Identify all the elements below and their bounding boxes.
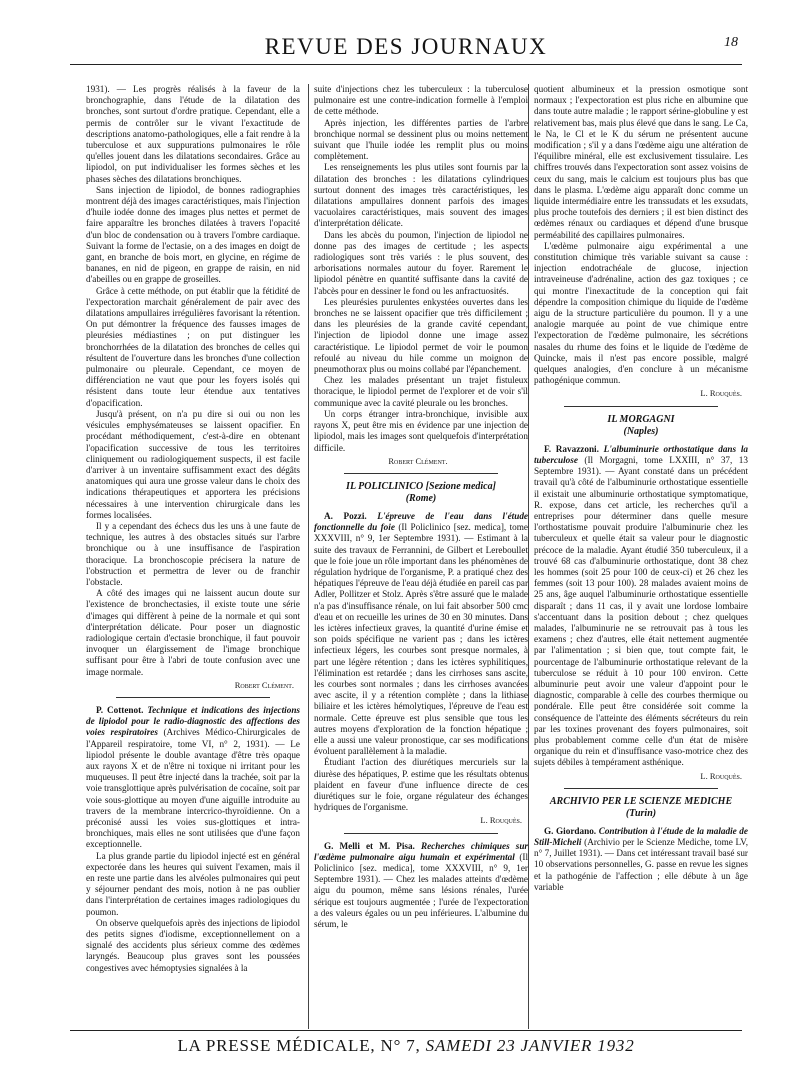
paragraph: Après injection, les différentes parties de l'arbre bronchique normal se dessinent plus ou moins nettement suivant que l'huile iodée les remplit plus ou moins complètement. bbox=[314, 117, 528, 162]
article-abstract bbox=[86, 705, 300, 851]
footer-journal: LA PRESSE MÉDICALE, bbox=[177, 1036, 376, 1055]
column-3 bbox=[534, 84, 748, 1029]
article-abstract bbox=[534, 444, 748, 769]
paragraph: La plus grande partie du lipiodol injecté est en général expectorée dans les heures qui suivent l'examen, mais il en reste une partie dans les alvéoles pulmonaires qui peut y séjourner pendant des mois, notion à ne pas oublier dans l'interprétation de certaines images radiologiques du poumon. bbox=[86, 850, 300, 917]
paragraph: Dans les abcès du poumon, l'injection de lipiodol ne donne pas des images de certitude ; les aspects radiologiques sont très variés : le plus souvent, des arborisations normales autour du foyer. Rarement le lipiodol pénètre en quantité suffisante dans la cavité de l'abcès pour en dessiner le fond ou les anfractuosités. bbox=[314, 229, 528, 296]
journal-city: (Naples) bbox=[623, 425, 659, 437]
article-author: G. Giordano. bbox=[544, 825, 597, 836]
paragraph: Étudiant l'action des diurétiques mercuriels sur la diurèse des hépatiques, P. estime que les résultats obtenus plaident en faveur d'une influence directe de ces diurétiques sur le foie, organe régulateur des échanges hydriques de l'organisme. bbox=[314, 757, 528, 813]
paragraph: Les renseignements les plus utiles sont fournis par la dilatation des bronches : les dilatations cylindriques surtout donnent des images très caractéristiques, les dilatations ampullaires donnent parfois des images vacuolaires caractéristiques, mais souvent des images d'interprétation délicate. bbox=[314, 162, 528, 229]
journal-city: (Rome) bbox=[405, 492, 437, 504]
signature: Robert Clément. bbox=[234, 679, 294, 690]
journal-section-title: REVUE DES JOURNAUX bbox=[264, 34, 548, 59]
journal-heading: ARCHIVIO PER LE SCIENZE MEDICHE bbox=[549, 795, 733, 807]
article-title: L'albuminurie orthostatique dans la tuberculose bbox=[534, 443, 748, 465]
paragraph: Chez les malades présentant un trajet fistuleux thoracique, le lipiodol permet de l'explorer et de voir s'il communique avec la cavité pleurale ou les bronches. bbox=[314, 375, 528, 408]
footer-rule bbox=[70, 1030, 742, 1031]
paragraph: A côté des images qui ne laissent aucun doute sur l'existence de bronchectasies, il existe toute une série d'images qui diffèrent à peine de la normale et qui sont d'interprétation délicate. Pour poser un diagnostic radiologique certain d'ectasie bronchique, il faut pouvoir invoquer un élargissement de l'image bronchique suffisant pour être à l'abri de toute confusion avec une image normale. bbox=[86, 588, 300, 677]
article-author: P. Cottenot. bbox=[96, 704, 144, 715]
page-number: 18 bbox=[724, 35, 738, 50]
paragraph: Sans injection de lipiodol, de bonnes radiographies montrent déjà des images caractéristiques, mais l'injection d'huile iodée donne des images plus nettes et permet de faire apparaître les bronches dilatées à travers l'opacité d'un bloc de condensation ou à travers l'ombre cardiaque. Suivant la forme de l'ectasie, on a des images en doigt de gant, en branche de bois mort, en glycine, en régime de bananes, en nid de pigeon, en grappe de raisin, en nid d'abeilles ou en grappe de groseilles. bbox=[86, 184, 300, 285]
article-author: G. Melli et M. Pisa. bbox=[324, 840, 415, 851]
section-separator bbox=[564, 406, 718, 407]
article-separator bbox=[344, 833, 498, 834]
paragraph: L'œdème pulmonaire aigu expérimental a une constitution chimique très variable suivant sa cause : injection endotrachéale de glucose, injection intraveineuse d'adrénaline, action des gaz toxiques ; ce qui montre l'inexactitude de la conception qui fait dépendre la composition chimique du liquide de l'œdème aigu de la structure particulière du poumon. Il y a une analogie marquée au point de vue chimique entre l'expectoration de l'œdème pulmonaire, les sécrétions nasales du rhume des foins et le liquide de l'œdème de Quincke, mais il n'est pas encore possible, malgré quelques analogies, d'en conclure à un mécanisme pathogénique commun. bbox=[534, 240, 748, 386]
article-author: A. Pozzi. bbox=[324, 510, 367, 521]
paragraph: Les pleurésies purulentes enkystées ouvertes dans les bronches ne se laissent opacifier que très difficilement ; dans les pleurésies de la grande cavité cependant, l'injection de lipiodol donne une image assez caractéristique. Le lipiodol permet de voir le poumon refoulé au niveau du hile comme un moignon de pneumothorax plus ou moins collabé par l'épanchement. bbox=[314, 296, 528, 375]
footer-day: SAMEDI bbox=[425, 1036, 492, 1055]
column-1 bbox=[86, 84, 300, 1029]
page-footer bbox=[70, 1036, 742, 1056]
journal-heading: IL POLICLINICO [Sezione medica] bbox=[346, 480, 496, 492]
article-abstract bbox=[314, 841, 528, 931]
article-text: (Archivio per le Scienze Mediche, tome LV, n° 7, Juillet 1931). — Dans cet intéressant travail basé sur 10 observations personnelles, G. passe en revue les signes et la pathogénie de l'affection ; elle débute à un âge variable bbox=[534, 836, 748, 892]
journal-heading: IL MORGAGNI bbox=[607, 413, 675, 425]
article-title: L'épreuve de l'eau dans l'étude fonctionnelle du foie bbox=[314, 510, 528, 533]
paragraph: Grâce à cette méthode, on put établir que la fétidité de l'expectoration marchait généralement de pair avec des dilatations ampullaires irrégulières favorisant la rétention. On put démontrer la fréquence des fausses images de pleurésies médiastines ; on put distinguer les bronchorrhées de la dilatation des bronches de celles qui résultent de l'ouverture dans les bronches d'une collection pulmonaire ou pleurale. Cependant, ce moyen de différenciation ne vaut que pour les foyers isolés qui résistent dans toute leur étendue aux tentatives d'opacification. bbox=[86, 285, 300, 408]
article-abstract bbox=[314, 511, 528, 757]
page-header bbox=[70, 32, 742, 62]
section-separator bbox=[344, 473, 498, 474]
header-rule bbox=[70, 64, 742, 65]
paragraph: 1931). — Les progrès réalisés à la faveur de la bronchographie, dans l'étude de la dilatation des bronches, sont surtout d'ordre pratique. Cependant, elle a permis de contrôler sur le vivant l'exactitude de descriptions anatomo-pathologiques, elle a fait rendre à la tuberculose et aux suppurations pulmonaires le rôle qu'elles jouent dans les dilatations secondaires. Grâce au lipiodol, on put individualiser les formes sèches et les phases sèches des dilatations bronchiques. bbox=[86, 84, 300, 184]
paragraph: Jusqu'à présent, on n'a pu dire si oui ou non les vésicules emphysémateuses se laissent opacifier. En procédant méthodiquement, c'est-à-dire en obtenant l'opacification successive de tous les territoires cliniquement ou radiologiquement suspects, il est facile d'arriver à un inventaire suffisamment exact des dégâts anatomiques qui aura une grosse valeur dans le choix des indications thérapeutiques et apportera les précisions nécessaires à une intervention chirurgicale dans les formes localisées. bbox=[86, 408, 300, 520]
signature: Robert Clément. bbox=[388, 455, 448, 466]
paragraph: On observe quelquefois après des injections de lipiodol des petits signes d'iodisme, exceptionnellement on a signalé des accidents plus sérieux comme des œdèmes laryngés. Beaucoup plus graves sont les poussées congestives avec hémoptysies signalées à la bbox=[86, 917, 300, 973]
paragraph: Un corps étranger intra-bronchique, invisible aux rayons X, peut être mis en évidence par une injection de lipiodol, mais les images sont quelquefois d'interprétation difficile. bbox=[314, 408, 528, 453]
paragraph: suite d'injections chez les tuberculeux : la tuberculose pulmonaire est une contre-indication formelle à l'emploi de cette méthode. bbox=[314, 84, 528, 117]
paragraph: Il y a cependant des échecs dus les uns à une faute de technique, les autres à des obstacles situés sur l'arbre bronchique ou à une insuffisance de l'aspiration thoracique. La bronchoscopie précisera la nature de l'obstruction et permettra de lever ou de franchir l'obstacle. bbox=[86, 520, 300, 587]
section-separator bbox=[564, 788, 718, 789]
signature: L. Rouquès. bbox=[700, 770, 742, 781]
article-abstract bbox=[534, 826, 748, 893]
column-divider bbox=[308, 84, 309, 1029]
footer-date: 23 JANVIER 1932 bbox=[496, 1036, 635, 1055]
article-text: (Il Policlinico [sez. medica], tome XXXVIII, n° 9, 1er Septembre 1931). — Chez les malades atteints d'œdème aigu du poumon, même sans lésions rénales, l'urée sérique est toujours augmentée ; l'urée de l'expectoration a des valeurs égales ou un peu inférieures. L'albumine du sérum, le bbox=[314, 851, 528, 930]
article-separator bbox=[116, 697, 270, 698]
article-author: F. Ravazzoni. bbox=[544, 443, 599, 454]
article-text: (Il Policlinico [sez. medica], tome XXXVIII, n° 9, 1er Septembre 1931). — Estimant à la suite des travaux de Ferrannini, de Gilbert et Lereboullet que le foie joue un rôle important dans les phénomènes de régulation hydrique de l'organisme, P. a pratiqué chez des hépatiques l'épreuve de l'eau déjà étudiée en pareil cas par Adler, Pollitzer et Stolz. Après s'être assuré que le malade n'a pas d'insuffisance rénale, on lui fait absorber 500 cmc d'eau et on recueille les urines de 30 en 30 minutes. Dans les ictères infectieux graves, la quantité d'urine émise et son poids spécifique ne varient pas ; dans les ictères infectieux légers, les courbes sont presque normales, à part une légère rétention ; dans les ictères syphilitiques, l'élimination est retardée ; dans les cirrhoses sans ascite, les courbes sont normales ; dans les cirrhoses avancées avec ascite, il y a rétention complète ; dans la lithiase biliaire et les ictères hémolytiques, l'épreuve de l'eau est normale. Cette épreuve est plus sensible que tous les autres moyens d'exploration de la fonction hépatique ; elle a aussi une valeur pronostique, car ses modifications évoluent parallèlement à la maladie. bbox=[314, 522, 528, 757]
article-text: (Archives Médico-Chirurgicales de l'Appareil respiratoire, tome VI, n° 2, 1931). — Le lipiodol présente le double avantage d'être très opaque aux rayons X et de n'être ni toxique ni irritant pour les muqueuses. Il peut être injecté dans la trachée, soit par la voie transglottique après pulvérisation de cocaïne, soit par voie sous-glottique au moyen d'une aiguille introduite au travers de la membrane intercrico-thyroïdienne. On a préconisé aussi les voies sus-glottiques et intra-bronchiques, mais elles ne sont utilisées que d'une façon exceptionnelle. bbox=[86, 727, 300, 850]
column-2 bbox=[314, 84, 528, 1029]
article-title: Contribution à l'étude de la maladie de Still-Micheli bbox=[534, 825, 748, 847]
signature: L. Rouquès. bbox=[700, 388, 742, 399]
article-text: (Il Morgagni, tome LXXIII, n° 37, 13 Septembre 1931). — Ayant constaté dans un précédent travail qu'à côté de l'albuminurie orthostatique essentielle il existait une albuminurie orthostatique symptomatique, R. expose, dans cet article, les recherches qu'il a entreprises pour déterminer dans quelle mesure l'orthostatisme pouvait produire l'albuminurie chez les tuberculeux et quelle était sa valeur pour le diagnostic précoce de la maladie. Ayant étudié 350 tuberculeux, il a trouvé 68 cas d'albuminurie orthostatique, dont 38 chez les hommes (soit 25 pour 100 de ceux-ci) et 26 chez les femmes (soit 13 pour 100). 28 malades avaient moins de 25 ans, âge auquel l'albuminurie orthostatique essentielle disparaît ; dans 11 cas, il y avait une lordose lombaire s'accentuant dans la position debout ; chez quelques malades, l'albuminurie ne se retrouvait pas à tous les examens ; chez d'autres, elle était nettement augmentée par l'alimentation ; si bien que, tout compte fait, le pourcentage de l'albuminurie orthostatique relevant de la tuberculose se réduit à 10 pour 100 environ. Cette albuminurie peut avoir une valeur d'appoint pour le diagnostic, comparable à celle des courbes thermique ou pondérale. Elle peut être considérée soit comme la conséquence de l'atteinte des éléments sécréteurs du rein par les toxines provenant des foyers pulmonaires, soit plus probablement comme celle d'un état de misère organique du rein et d'insuffisance vaso-motrice chez des sujets débiles à tempérament asthénique. bbox=[534, 454, 748, 768]
signature: L. Rouquès. bbox=[480, 815, 522, 826]
article-title: Technique et indications des injections de lipiodol pour le radio-diagnostic des affections des voies respiratoires bbox=[86, 704, 300, 738]
footer-issue: N° 7, bbox=[380, 1036, 421, 1055]
column-divider bbox=[528, 84, 529, 1029]
article-title: Recherches chimiques sur l'œdème pulmonaire aigu humain et expérimental bbox=[314, 840, 528, 862]
paragraph: quotient albumineux et la pression osmotique sont normaux ; l'expectoration est plus riche en albumine que dans toute autre maladie ; le rapport sérine-globuline y est relativement bas, mais plus élevé que dans le sang. Le Ca, le Na, le Cl et le K du sérum ne présentent aucune modification ; s'il y a dans l'œdème aigu une altération de l'équilibre minéral, elle est exclusivement tissulaire. Les chiffres trouvés dans l'expectoration sont assez voisins de ceux du sang, mais le calcium est toujours plus bas que dans le plasma. L'œdème aigu apparaît donc comme un liquide intermédiaire entre les transsudats et les exsudats, plus proche toutefois des derniers ; il est bien distinct des œdèmes rénaux ou cardiaques et dépend d'une brusque perméabilité des capillaires pulmonaires. bbox=[534, 84, 748, 240]
journal-city: (Turin) bbox=[625, 807, 657, 819]
